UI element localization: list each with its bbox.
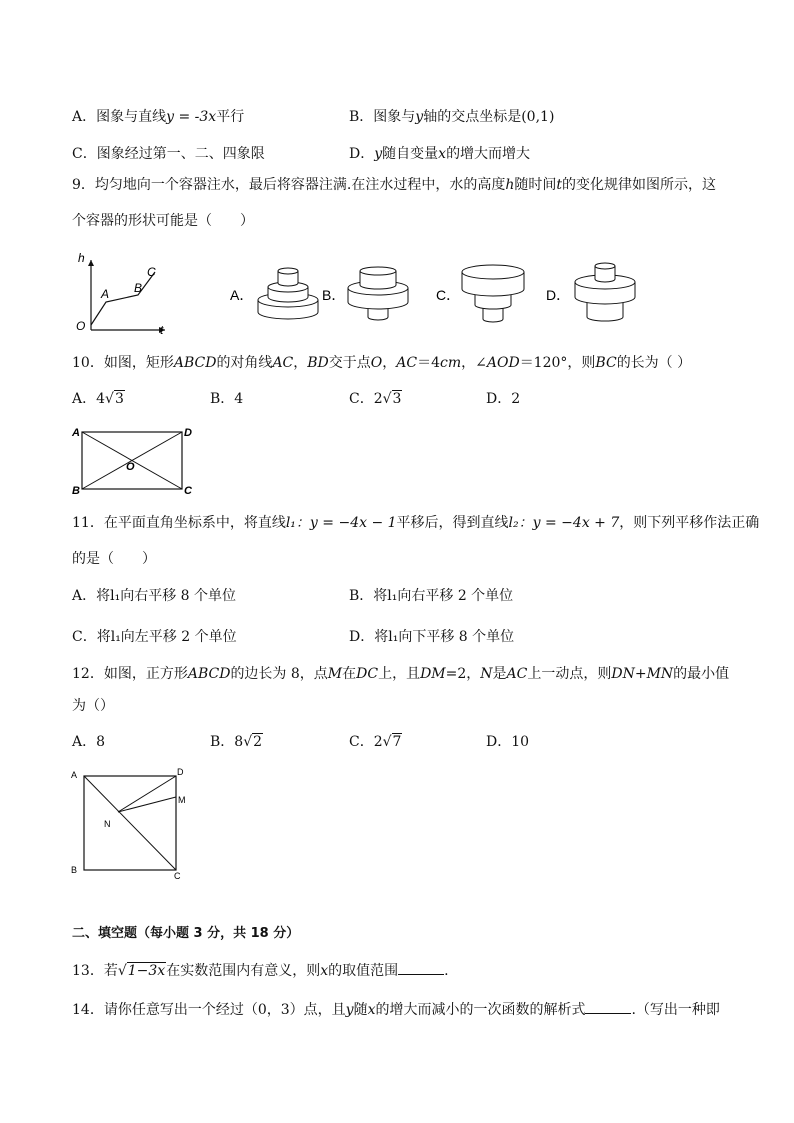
q9-option-c-label: C． bbox=[436, 287, 461, 303]
fig12-label-m: M bbox=[178, 795, 186, 805]
q11-option-a: A．将l₁向右平移 8 个单位 bbox=[72, 588, 237, 604]
graph-label-h: h bbox=[78, 251, 85, 265]
q12-stem-line2: 为（） bbox=[72, 698, 114, 714]
graph-label-a: A bbox=[101, 287, 110, 301]
q11-option-b: B．将l₁向右平移 2 个单位 bbox=[349, 588, 514, 604]
q8-option-b: B．图象与y轴的交点坐标是(0,1) bbox=[349, 109, 555, 125]
q8-option-d: D．y随自变量x的增大而增大 bbox=[349, 146, 531, 162]
q9-option-b-label: B． bbox=[322, 287, 346, 303]
q9-stem-line2: 个容器的形状可能是（ ） bbox=[72, 213, 254, 229]
fig10-label-d: D bbox=[184, 427, 192, 439]
q9-figure bbox=[70, 250, 650, 340]
q13-stem: 13．若√1−3x在实数范围内有意义，则x的取值范围 . bbox=[72, 960, 449, 980]
q12-stem-line1: 12．如图，正方形ABCD的边长为 8，点M在DC上，且DM=2，N是AC上一动点，则DN+MN的最小值 bbox=[72, 666, 730, 682]
q9-option-d-label: D． bbox=[546, 287, 571, 303]
graph-label-b: B bbox=[134, 281, 143, 295]
q11-option-c: C．将l₁向左平移 2 个单位 bbox=[72, 629, 237, 645]
fig12-label-a: A bbox=[71, 770, 78, 780]
q10-stem: 10．如图，矩形ABCD的对角线AC，BD交于点O，AC＝4cm，∠AOD＝120°，则BC的长为（ ） bbox=[72, 355, 692, 371]
q10-rectangle-figure bbox=[68, 424, 198, 498]
fig10-label-c: C bbox=[184, 485, 192, 497]
container-b bbox=[348, 267, 408, 320]
q9-stem-line1: 9．均匀地向一个容器注水，最后将容器注满.在注水过程中，水的高度h随时间t的变化规律如图所示，这 bbox=[72, 177, 717, 193]
q12-option-c: C．2√7 bbox=[349, 734, 402, 750]
fig12-label-b: B bbox=[71, 865, 78, 875]
q8-option-c: C．图象经过第一、二、四象限 bbox=[72, 146, 265, 162]
q10-option-a: A．4√3 bbox=[72, 391, 124, 407]
fig10-label-b: B bbox=[72, 485, 80, 497]
q8-option-a: A．图象与直线y = -3x平行 bbox=[72, 109, 245, 125]
container-d bbox=[575, 263, 635, 321]
graph-label-o: O bbox=[76, 319, 86, 333]
q14-answer-blank[interactable] bbox=[585, 999, 631, 1014]
q14-stem: 14．请你任意写出一个经过（0，3）点，且y随x的增大而减小的一次函数的解析式 .（写出一种即 bbox=[72, 999, 720, 1019]
q11-stem-line1: 11．在平面直角坐标系中，将直线l₁：y = −4x − 1平移后，得到直线l₂：y = −4x + 7，则下列平移作法正确 bbox=[72, 515, 760, 531]
fig10-label-o: O bbox=[126, 461, 135, 473]
q13-answer-blank[interactable] bbox=[398, 960, 444, 975]
graph-label-t: t bbox=[160, 323, 164, 337]
q9-option-a-label: A． bbox=[230, 287, 254, 303]
fig12-label-d: D bbox=[177, 767, 184, 777]
fig12-label-c: C bbox=[174, 871, 181, 880]
q12-option-b: B．8√2 bbox=[210, 734, 263, 750]
section-2-title: 二、填空题（每小题 3 分，共 18 分） bbox=[72, 926, 300, 941]
q11-stem-line2: 的是（ ） bbox=[72, 551, 156, 567]
q10-option-c: C．2√3 bbox=[349, 391, 402, 407]
container-a bbox=[258, 268, 318, 319]
q11-option-d: D．将l₁向下平移 8 个单位 bbox=[349, 629, 515, 645]
q12-option-a: A．8 bbox=[72, 734, 106, 750]
graph-label-c: C bbox=[147, 265, 156, 279]
q12-option-d: D．10 bbox=[486, 734, 530, 750]
container-c bbox=[462, 265, 524, 322]
fig10-label-a: A bbox=[72, 427, 80, 439]
q12-square-figure bbox=[66, 766, 196, 880]
q10-option-d: D．2 bbox=[486, 391, 521, 407]
q10-option-b: B．4 bbox=[210, 391, 244, 407]
fig12-label-n: N bbox=[104, 819, 111, 829]
q9-height-time-graph bbox=[76, 251, 165, 337]
